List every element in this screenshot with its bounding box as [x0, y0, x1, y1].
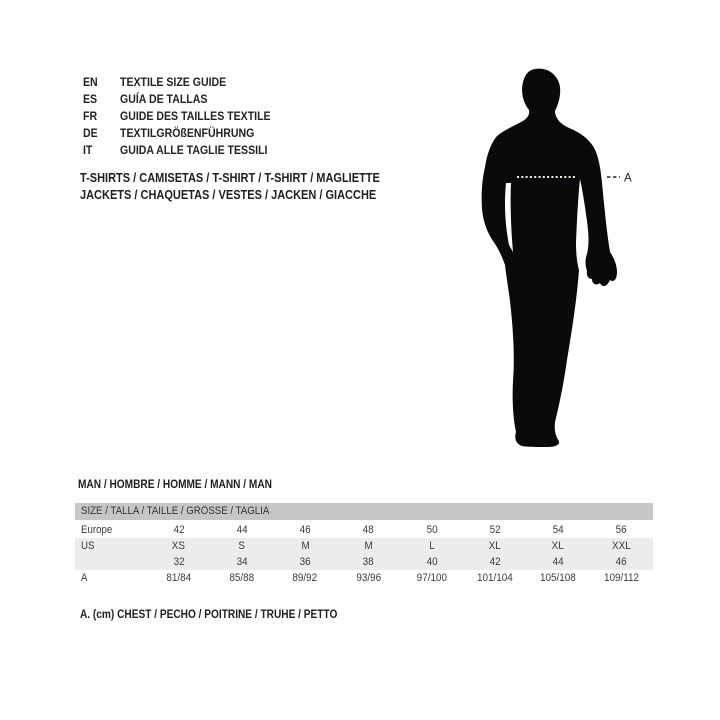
cell: 46	[615, 556, 627, 568]
cell: 93/96	[355, 572, 381, 584]
table-row-chest-a	[75, 570, 653, 586]
table-row-alt-size	[75, 554, 653, 570]
cell: 54	[552, 524, 564, 536]
table-row-europe	[75, 522, 653, 538]
man-silhouette	[482, 69, 617, 447]
measurement-footnote: A. (cm) CHEST / PECHO / POITRINE / TRUHE / PETTO	[80, 609, 338, 621]
size-table-rows	[75, 522, 653, 586]
category-line-jackets: JACKETS / CHAQUETAS / VESTES / JACKEN / GIACCHE	[80, 188, 377, 203]
cell: 44	[236, 524, 248, 536]
cell: 89/92	[292, 572, 318, 584]
cell: XL	[488, 540, 501, 552]
language-code: DE	[83, 126, 98, 140]
cell: 105/108	[540, 572, 577, 584]
row-label: A	[81, 572, 88, 584]
cell: 44	[552, 556, 564, 568]
cell: 109/112	[603, 572, 639, 584]
cell: 101/104	[476, 572, 513, 584]
cell: 40	[426, 556, 438, 568]
cell: XL	[552, 540, 565, 552]
cell: 36	[299, 556, 311, 568]
language-label: GUIDA ALLE TAGLIE TESSILI	[120, 143, 268, 157]
language-row-en	[83, 74, 291, 91]
language-row-de	[83, 125, 291, 142]
cell: 56	[615, 524, 627, 536]
language-row-fr	[83, 108, 291, 125]
cell: M	[300, 540, 310, 552]
row-label: Europe	[81, 524, 113, 536]
cell: 38	[362, 556, 374, 568]
row-label: US	[81, 540, 95, 552]
cell: 42	[173, 524, 185, 536]
language-label: GUÍA DE TALLAS	[120, 92, 208, 106]
cell: XXL	[612, 540, 631, 552]
cell: XS	[172, 540, 186, 552]
measure-label-a: A	[624, 172, 632, 185]
language-label: TEXTILGRÖßENFÜHRUNG	[120, 126, 255, 140]
man-silhouette-figure	[440, 60, 675, 460]
cell: L	[428, 540, 435, 552]
category-line-tshirts: T-SHIRTS / CAMISETAS / T-SHIRT / T-SHIRT / MAGLIETTE	[80, 171, 380, 185]
language-code: ES	[83, 92, 98, 106]
cell: 50	[426, 524, 438, 536]
cell: 48	[362, 524, 374, 536]
cell: M	[364, 540, 373, 552]
cell: 34	[236, 556, 248, 568]
man-silhouette-svg	[440, 60, 675, 460]
gray-band	[75, 538, 653, 570]
cell: 52	[489, 524, 501, 536]
category-titles	[80, 170, 421, 204]
cell: 97/100	[416, 572, 447, 584]
section-title-man: MAN / HOMBRE / HOMME / MANN / MAN	[78, 479, 272, 491]
size-table-header: SIZE / TALLA / TAILLE / GRÖSSE / TAGLIA	[75, 503, 653, 520]
cell: 46	[299, 524, 311, 536]
table-row-us	[75, 538, 653, 554]
cell: 81/84	[166, 572, 192, 584]
language-row-es	[83, 91, 291, 108]
language-code: IT	[83, 143, 93, 157]
language-list	[83, 74, 291, 159]
cell: 85/88	[229, 572, 255, 584]
language-code: EN	[83, 75, 98, 89]
language-row-it	[83, 142, 291, 159]
language-code: FR	[83, 109, 98, 123]
size-table	[75, 503, 653, 586]
cell: 32	[173, 556, 185, 568]
cell: 42	[489, 556, 501, 568]
cell: S	[238, 540, 246, 552]
language-label: TEXTILE SIZE GUIDE	[120, 75, 227, 89]
language-label: GUIDE DES TAILLES TEXTILE	[120, 109, 271, 123]
